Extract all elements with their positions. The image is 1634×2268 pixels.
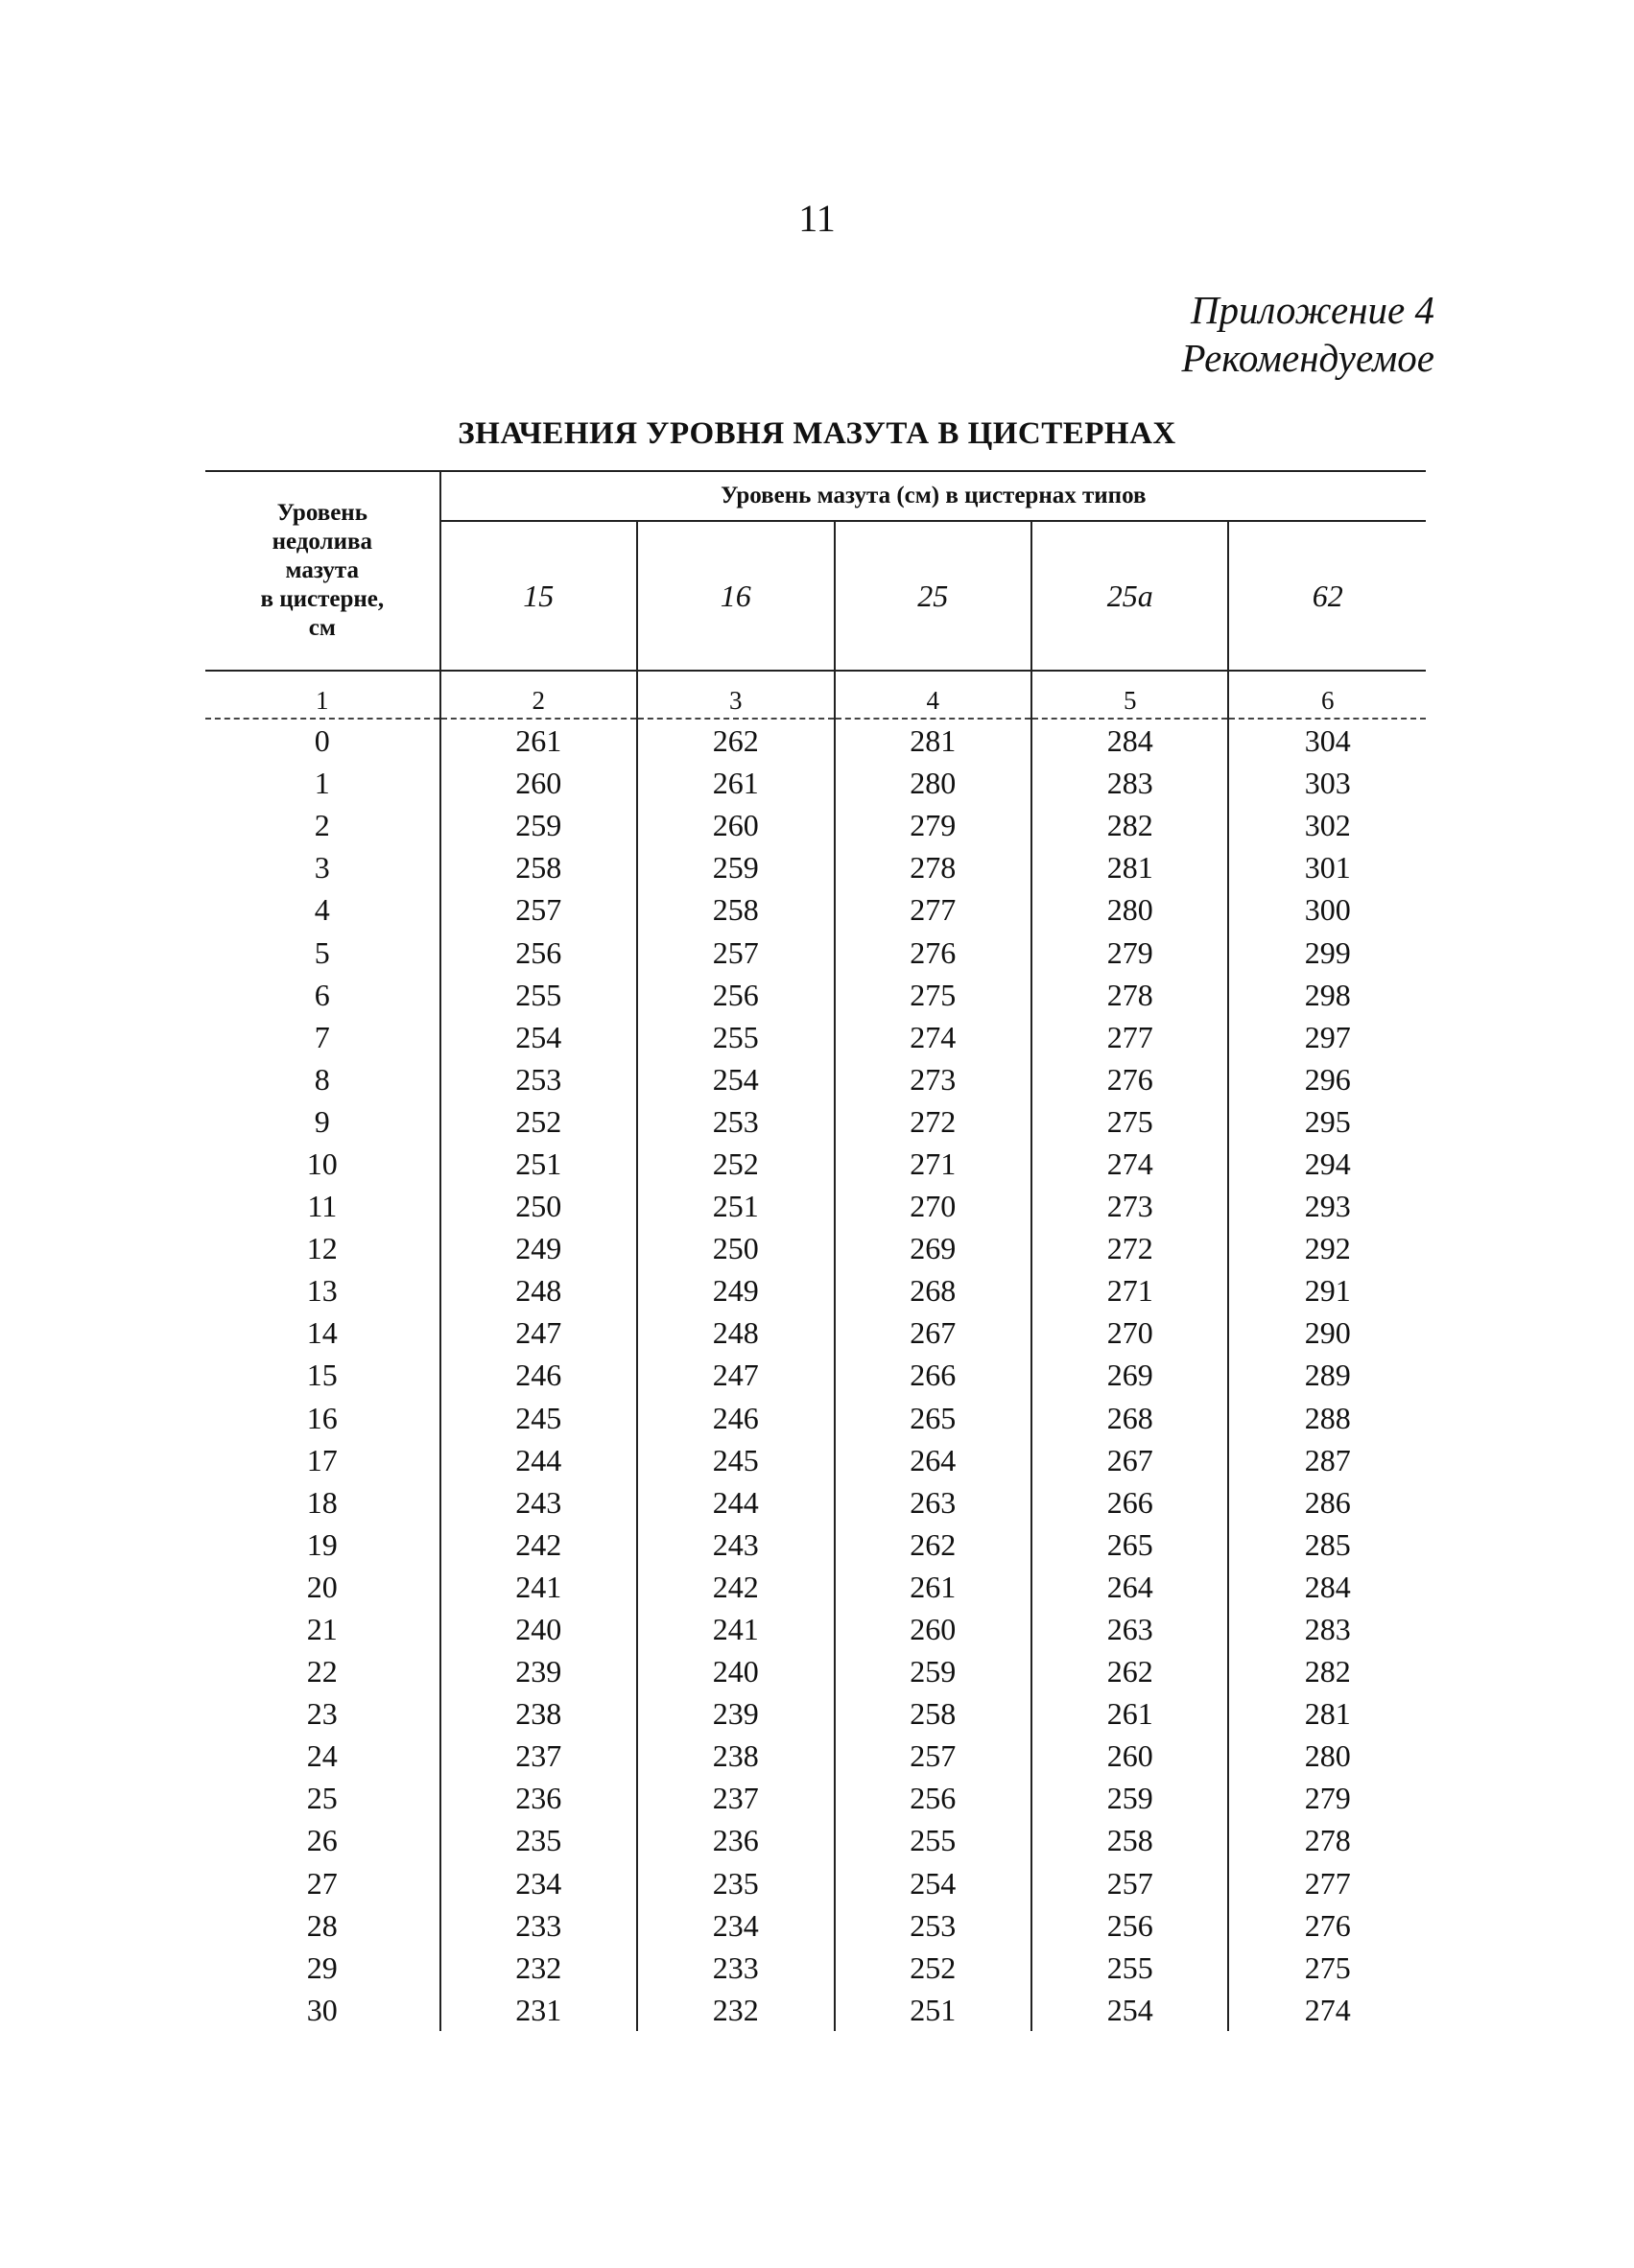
appendix-status: Рекомендуемое — [1181, 336, 1434, 380]
column-number: 6 — [1228, 671, 1426, 719]
underfill-level-cell: 10 — [306, 1146, 338, 1181]
level-value-cell: 236 — [440, 1777, 637, 1819]
column-number: 1 — [205, 671, 440, 719]
level-value-cell: 258 — [835, 1692, 1031, 1735]
level-value-cell: 255 — [637, 1016, 834, 1058]
level-value-cell: 259 — [440, 804, 637, 846]
level-value-cell: 279 — [1228, 1777, 1426, 1819]
underfill-level-cell: 2 — [314, 808, 330, 843]
table-row — [205, 1947, 1426, 1989]
level-value-cell: 268 — [1031, 1397, 1228, 1439]
level-value-cell: 278 — [1031, 974, 1228, 1016]
level-value-cell: 261 — [835, 1566, 1031, 1608]
level-value-cell: 281 — [1031, 846, 1228, 888]
table-row — [205, 1227, 1426, 1269]
underfill-level-cell: 6 — [314, 977, 330, 1012]
table-row — [205, 1692, 1426, 1735]
level-value-cell: 251 — [637, 1185, 834, 1227]
underfill-level-cell: 20 — [306, 1569, 338, 1604]
table-row — [205, 1777, 1426, 1819]
level-value-cell: 265 — [1031, 1524, 1228, 1566]
level-value-cell: 235 — [440, 1819, 637, 1861]
underfill-level-cell: 30 — [306, 1992, 338, 2027]
level-value-cell: 292 — [1228, 1227, 1426, 1269]
level-value-cell: 291 — [1228, 1269, 1426, 1311]
column-number: 2 — [440, 671, 637, 719]
table-row — [205, 1100, 1426, 1143]
underfill-level-cell: 22 — [306, 1654, 338, 1689]
level-value-cell: 257 — [440, 888, 637, 931]
level-value-cell: 280 — [835, 762, 1031, 804]
level-value-cell: 289 — [1228, 1354, 1426, 1396]
level-value-cell: 264 — [1031, 1566, 1228, 1608]
level-value-cell: 273 — [1031, 1185, 1228, 1227]
level-value-cell: 278 — [835, 846, 1031, 888]
level-value-cell: 298 — [1228, 974, 1426, 1016]
table-row — [205, 1058, 1426, 1100]
level-value-cell: 233 — [637, 1947, 834, 1989]
level-value-cell: 259 — [1031, 1777, 1228, 1819]
level-value-cell: 283 — [1228, 1608, 1426, 1650]
level-value-cell: 253 — [637, 1100, 834, 1143]
level-value-cell: 279 — [1031, 931, 1228, 973]
level-value-cell: 265 — [835, 1397, 1031, 1439]
header-type-16: 16 — [637, 521, 834, 671]
level-value-cell: 239 — [440, 1650, 637, 1692]
level-value-cell: 276 — [1228, 1904, 1426, 1947]
column-number-row — [205, 671, 1426, 719]
level-value-cell: 250 — [440, 1185, 637, 1227]
level-value-cell: 236 — [637, 1819, 834, 1861]
table-row — [205, 1989, 1426, 2031]
table-row — [205, 1524, 1426, 1566]
underfill-level-cell: 15 — [306, 1358, 338, 1393]
level-value-cell: 300 — [1228, 888, 1426, 931]
level-value-cell: 258 — [637, 888, 834, 931]
level-value-cell: 273 — [835, 1058, 1031, 1100]
level-value-cell: 241 — [440, 1566, 637, 1608]
level-value-cell: 262 — [637, 719, 834, 762]
level-table-container — [205, 470, 1426, 2031]
appendix-number: Приложение 4 — [1190, 288, 1434, 332]
level-value-cell: 246 — [637, 1397, 834, 1439]
page-number: 11 — [798, 197, 836, 240]
underfill-level-cell: 19 — [306, 1526, 338, 1562]
level-value-cell: 249 — [440, 1227, 637, 1269]
level-value-cell: 241 — [637, 1608, 834, 1650]
level-value-cell: 242 — [637, 1566, 834, 1608]
level-value-cell: 281 — [1228, 1692, 1426, 1735]
level-value-cell: 251 — [835, 1989, 1031, 2031]
table-row — [205, 1735, 1426, 1777]
level-value-cell: 240 — [637, 1650, 834, 1692]
level-value-cell: 242 — [440, 1524, 637, 1566]
table-row — [205, 1566, 1426, 1608]
level-value-cell: 263 — [835, 1481, 1031, 1524]
underfill-level-cell: 21 — [306, 1612, 338, 1647]
level-value-cell: 286 — [1228, 1481, 1426, 1524]
table-row — [205, 1269, 1426, 1311]
table-row — [205, 931, 1426, 973]
column-number: 3 — [637, 671, 834, 719]
level-value-cell: 252 — [637, 1143, 834, 1185]
level-value-cell: 256 — [835, 1777, 1031, 1819]
level-value-cell: 277 — [1228, 1862, 1426, 1904]
level-value-cell: 240 — [440, 1608, 637, 1650]
header-level-line: см — [308, 615, 336, 641]
level-value-cell: 270 — [835, 1185, 1031, 1227]
level-value-cell: 275 — [1031, 1100, 1228, 1143]
table-row — [205, 1608, 1426, 1650]
level-value-cell: 243 — [637, 1524, 834, 1566]
level-value-cell: 252 — [835, 1947, 1031, 1989]
header-row-1 — [205, 471, 1426, 521]
level-value-cell: 299 — [1228, 931, 1426, 973]
level-value-cell: 282 — [1228, 1650, 1426, 1692]
level-value-cell: 259 — [835, 1650, 1031, 1692]
table-row — [205, 1354, 1426, 1396]
level-value-cell: 274 — [835, 1016, 1031, 1058]
level-value-cell: 260 — [440, 762, 637, 804]
level-value-cell: 285 — [1228, 1524, 1426, 1566]
level-value-cell: 232 — [637, 1989, 834, 2031]
level-value-cell: 269 — [835, 1227, 1031, 1269]
level-value-cell: 258 — [1031, 1819, 1228, 1861]
table-row — [205, 1439, 1426, 1481]
underfill-level-cell: 28 — [306, 1907, 338, 1943]
level-value-cell: 261 — [440, 719, 637, 762]
level-value-cell: 272 — [1031, 1227, 1228, 1269]
level-value-cell: 261 — [1031, 1692, 1228, 1735]
level-value-cell: 270 — [1031, 1311, 1228, 1354]
level-value-cell: 255 — [1031, 1947, 1228, 1989]
level-value-cell: 269 — [1031, 1354, 1228, 1396]
underfill-level-cell: 0 — [314, 723, 330, 759]
header-type-15: 15 — [440, 521, 637, 671]
level-value-cell: 233 — [440, 1904, 637, 1947]
level-value-cell: 277 — [835, 888, 1031, 931]
level-value-cell: 277 — [1031, 1016, 1228, 1058]
level-value-cell: 257 — [835, 1735, 1031, 1777]
underfill-level-cell: 1 — [314, 766, 330, 801]
level-value-cell: 281 — [835, 719, 1031, 762]
level-value-cell: 266 — [1031, 1481, 1228, 1524]
level-value-cell: 275 — [1228, 1947, 1426, 1989]
level-value-cell: 245 — [637, 1439, 834, 1481]
table-row — [205, 1904, 1426, 1947]
header-level-line: в цистерне, — [260, 586, 385, 612]
level-value-cell: 301 — [1228, 846, 1426, 888]
level-value-cell: 235 — [637, 1862, 834, 1904]
level-value-cell: 257 — [637, 931, 834, 973]
underfill-level-cell: 7 — [314, 1019, 330, 1054]
level-value-cell: 295 — [1228, 1100, 1426, 1143]
level-value-cell: 248 — [637, 1311, 834, 1354]
level-value-cell: 237 — [637, 1777, 834, 1819]
level-value-cell: 274 — [1228, 1989, 1426, 2031]
level-value-cell: 247 — [440, 1311, 637, 1354]
level-value-cell: 238 — [440, 1692, 637, 1735]
level-value-cell: 247 — [637, 1354, 834, 1396]
level-value-cell: 234 — [440, 1862, 637, 1904]
header-level-line: недолива — [272, 529, 372, 555]
level-value-cell: 280 — [1228, 1735, 1426, 1777]
underfill-level-cell: 16 — [306, 1400, 338, 1435]
level-value-cell: 246 — [440, 1354, 637, 1396]
header-type-25a: 25а — [1031, 521, 1228, 671]
column-number: 5 — [1031, 671, 1228, 719]
level-value-cell: 260 — [637, 804, 834, 846]
underfill-level-cell: 8 — [314, 1061, 330, 1097]
table-row — [205, 719, 1426, 762]
level-value-cell: 302 — [1228, 804, 1426, 846]
level-value-cell: 237 — [440, 1735, 637, 1777]
level-value-cell: 282 — [1031, 804, 1228, 846]
level-value-cell: 274 — [1031, 1143, 1228, 1185]
table-row — [205, 846, 1426, 888]
level-value-cell: 268 — [835, 1269, 1031, 1311]
table-row — [205, 1819, 1426, 1861]
level-value-cell: 293 — [1228, 1185, 1426, 1227]
underfill-level-cell: 18 — [306, 1484, 338, 1520]
level-value-cell: 290 — [1228, 1311, 1426, 1354]
level-value-cell: 260 — [835, 1608, 1031, 1650]
underfill-level-cell: 24 — [306, 1738, 338, 1774]
level-value-cell: 262 — [1031, 1650, 1228, 1692]
level-value-cell: 232 — [440, 1947, 637, 1989]
underfill-level-cell: 14 — [306, 1315, 338, 1351]
level-value-cell: 254 — [440, 1016, 637, 1058]
level-value-cell: 254 — [835, 1862, 1031, 1904]
level-value-cell: 257 — [1031, 1862, 1228, 1904]
level-value-cell: 287 — [1228, 1439, 1426, 1481]
table-title: ЗНАЧЕНИЯ УРОВНЯ МАЗУТА В ЦИСТЕРНАХ — [458, 416, 1176, 451]
level-value-cell: 253 — [835, 1904, 1031, 1947]
underfill-level-cell: 26 — [306, 1823, 338, 1858]
level-value-cell: 258 — [440, 846, 637, 888]
level-value-cell: 303 — [1228, 762, 1426, 804]
underfill-level-cell: 4 — [314, 892, 330, 928]
level-value-cell: 263 — [1031, 1608, 1228, 1650]
level-value-cell: 256 — [637, 974, 834, 1016]
level-value-cell: 256 — [1031, 1904, 1228, 1947]
level-value-cell: 252 — [440, 1100, 637, 1143]
level-value-cell: 248 — [440, 1269, 637, 1311]
underfill-level-cell: 5 — [314, 934, 330, 970]
level-value-cell: 244 — [637, 1481, 834, 1524]
table-row — [205, 1397, 1426, 1439]
underfill-level-cell: 27 — [306, 1865, 338, 1901]
level-value-cell: 275 — [835, 974, 1031, 1016]
level-value-cell: 249 — [637, 1269, 834, 1311]
table-row — [205, 1016, 1426, 1058]
underfill-level-cell: 9 — [314, 1103, 330, 1139]
level-table — [205, 470, 1426, 2031]
level-value-cell: 243 — [440, 1481, 637, 1524]
underfill-level-cell: 25 — [306, 1781, 338, 1816]
level-value-cell: 238 — [637, 1735, 834, 1777]
header-tank-types-group: Уровень мазута (см) в цистернах типов — [440, 471, 1426, 521]
level-value-cell: 261 — [637, 762, 834, 804]
underfill-level-cell: 17 — [306, 1442, 338, 1477]
table-row — [205, 1650, 1426, 1692]
table-row — [205, 1311, 1426, 1354]
level-value-cell: 294 — [1228, 1143, 1426, 1185]
level-value-cell: 244 — [440, 1439, 637, 1481]
header-type-62: 62 — [1228, 521, 1426, 671]
level-value-cell: 259 — [637, 846, 834, 888]
table-row — [205, 1862, 1426, 1904]
level-value-cell: 254 — [637, 1058, 834, 1100]
column-number: 4 — [835, 671, 1031, 719]
level-value-cell: 255 — [835, 1819, 1031, 1861]
level-value-cell: 283 — [1031, 762, 1228, 804]
level-value-cell: 267 — [835, 1311, 1031, 1354]
table-row — [205, 762, 1426, 804]
level-value-cell: 276 — [1031, 1058, 1228, 1100]
header-underfill-level — [205, 471, 440, 671]
level-value-cell: 251 — [440, 1143, 637, 1185]
level-value-cell: 284 — [1228, 1566, 1426, 1608]
level-value-cell: 304 — [1228, 719, 1426, 762]
level-value-cell: 267 — [1031, 1439, 1228, 1481]
table-row — [205, 1481, 1426, 1524]
table-row — [205, 1143, 1426, 1185]
level-value-cell: 271 — [1031, 1269, 1228, 1311]
level-value-cell: 250 — [637, 1227, 834, 1269]
level-value-cell: 296 — [1228, 1058, 1426, 1100]
level-value-cell: 280 — [1031, 888, 1228, 931]
level-value-cell: 231 — [440, 1989, 637, 2031]
level-value-cell: 264 — [835, 1439, 1031, 1481]
level-value-cell: 255 — [440, 974, 637, 1016]
underfill-level-cell: 23 — [306, 1696, 338, 1732]
level-value-cell: 254 — [1031, 1989, 1228, 2031]
table-row — [205, 888, 1426, 931]
underfill-level-cell: 11 — [307, 1189, 338, 1224]
underfill-level-cell: 13 — [306, 1273, 338, 1309]
level-value-cell: 253 — [440, 1058, 637, 1100]
level-value-cell: 276 — [835, 931, 1031, 973]
level-value-cell: 256 — [440, 931, 637, 973]
underfill-level-cell: 29 — [306, 1949, 338, 1985]
level-value-cell: 278 — [1228, 1819, 1426, 1861]
header-level-line: мазута — [285, 557, 360, 583]
level-value-cell: 288 — [1228, 1397, 1426, 1439]
level-value-cell: 271 — [835, 1143, 1031, 1185]
appendix-label — [1182, 286, 1434, 382]
level-value-cell: 284 — [1031, 719, 1228, 762]
table-row — [205, 974, 1426, 1016]
table-row — [205, 804, 1426, 846]
level-value-cell: 239 — [637, 1692, 834, 1735]
table-row — [205, 1185, 1426, 1227]
level-value-cell: 234 — [637, 1904, 834, 1947]
level-value-cell: 245 — [440, 1397, 637, 1439]
level-value-cell: 272 — [835, 1100, 1031, 1143]
header-level-line: Уровень — [276, 500, 367, 526]
level-value-cell: 260 — [1031, 1735, 1228, 1777]
underfill-level-cell: 3 — [314, 850, 330, 886]
level-value-cell: 262 — [835, 1524, 1031, 1566]
level-value-cell: 266 — [835, 1354, 1031, 1396]
header-type-25: 25 — [835, 521, 1031, 671]
level-value-cell: 297 — [1228, 1016, 1426, 1058]
level-value-cell: 279 — [835, 804, 1031, 846]
underfill-level-cell: 12 — [306, 1231, 338, 1266]
